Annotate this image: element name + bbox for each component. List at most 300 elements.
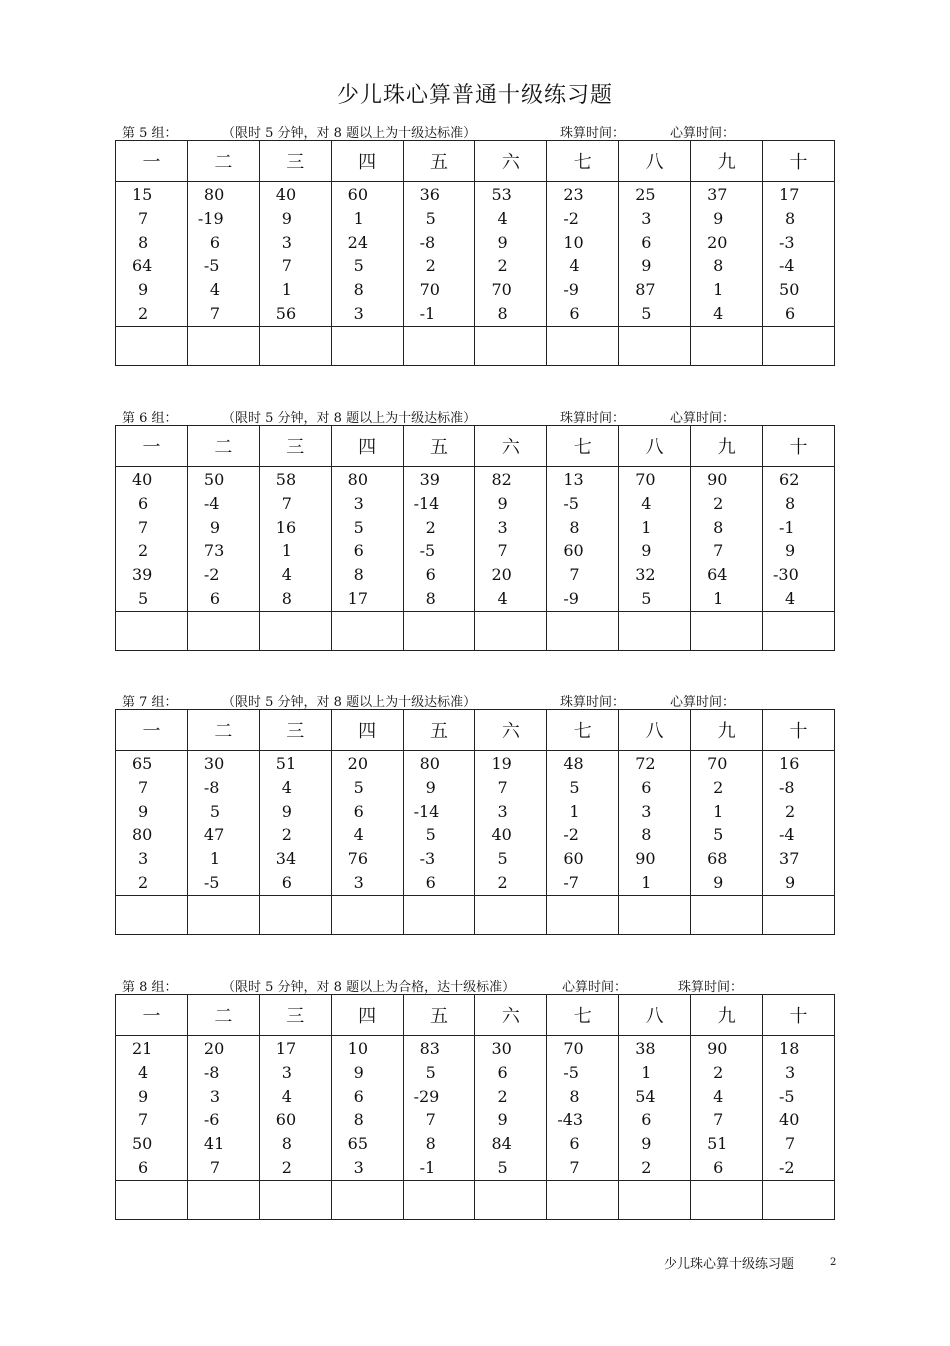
problem-number: 8 <box>785 208 796 228</box>
problem-number: 8 <box>353 565 364 585</box>
column-header: 六 <box>475 141 547 182</box>
problem-number: 82 <box>491 470 512 489</box>
problem-number: 8 <box>641 825 652 845</box>
problem-number: 64 <box>707 565 728 585</box>
problem-number: 7 <box>209 1157 221 1177</box>
problem-number: 6 <box>641 777 652 797</box>
problem-number: 16 <box>779 754 800 773</box>
problem-number: 83 <box>419 1039 440 1058</box>
problem-cell <box>331 182 403 327</box>
problem-number: 9 <box>641 541 652 561</box>
problem-number: 4 <box>281 1086 292 1106</box>
problem-number: 20 <box>707 232 728 252</box>
problem-cell <box>691 1036 763 1181</box>
problem-number: 10 <box>563 232 584 252</box>
problem-number: 4 <box>713 1086 724 1106</box>
problem-number: 1 <box>569 801 580 821</box>
problem-number: 6 <box>641 232 652 252</box>
problem-number: 51 <box>275 754 297 773</box>
problem-number: 5 <box>353 517 364 537</box>
problem-cell <box>403 1036 475 1181</box>
problem-number: 1 <box>281 541 292 561</box>
column-header: 八 <box>619 426 691 467</box>
answer-cell[interactable] <box>331 1180 403 1219</box>
column-header: 三 <box>259 141 331 182</box>
problem-number: 5 <box>353 777 364 797</box>
problem-number: 8 <box>425 588 436 608</box>
time-label-2: 珠算时间： <box>678 980 744 995</box>
problem-number: 2 <box>497 1086 508 1106</box>
problem-number: 54 <box>635 1086 656 1106</box>
problem-cell <box>547 1036 619 1181</box>
problem-cell <box>763 751 835 896</box>
column-header: 四 <box>331 710 403 751</box>
problem-number: 6 <box>569 1134 580 1154</box>
problem-number: 6 <box>425 872 436 892</box>
column-header-row <box>116 426 835 467</box>
problem-number: 6 <box>569 303 580 323</box>
problem-number: 80 <box>132 825 153 845</box>
group-rule: （限时 5 分钟，对 8 题以上为十级达标准） <box>222 411 477 426</box>
problem-number: 39 <box>419 470 440 489</box>
problem-number: -3 <box>779 232 795 252</box>
problem-number: 6 <box>785 303 796 323</box>
answer-cell[interactable] <box>691 326 763 365</box>
exercise-table <box>115 140 835 366</box>
problem-number: 4 <box>641 493 652 513</box>
problem-number: 50 <box>203 470 225 489</box>
problem-number: -8 <box>419 232 436 252</box>
problem-number: 40 <box>779 1110 800 1130</box>
column-header: 二 <box>187 995 259 1036</box>
problem-number: 8 <box>497 303 508 323</box>
problem-number: 6 <box>209 232 221 252</box>
problem-number: 4 <box>785 588 796 608</box>
problem-number: -5 <box>203 872 220 892</box>
exercise-table <box>115 709 835 935</box>
problem-number: 1 <box>713 801 724 821</box>
answer-cell[interactable] <box>116 1180 188 1219</box>
column-header: 二 <box>187 426 259 467</box>
group-rule: （限时 5 分钟，对 8 题以上为合格，达十级标准） <box>222 980 516 995</box>
problem-number: 2 <box>713 777 724 797</box>
problem-number: 18 <box>779 1039 800 1058</box>
problem-number: 4 <box>353 825 364 845</box>
problem-number: 8 <box>353 280 364 300</box>
time-label-1: 心算时间： <box>562 980 628 995</box>
numbers-row <box>116 467 835 612</box>
problem-number: 53 <box>491 185 512 204</box>
problem-cell <box>116 467 188 612</box>
column-header: 十 <box>763 426 835 467</box>
problem-number: 20 <box>203 1039 225 1058</box>
problem-number: -5 <box>563 1062 579 1082</box>
column-header: 一 <box>116 710 188 751</box>
problem-cell <box>547 182 619 327</box>
problem-number: 30 <box>491 1039 512 1058</box>
problem-number: 17 <box>779 185 800 204</box>
problem-number: 1 <box>641 1062 652 1082</box>
problem-number: 1 <box>713 280 724 300</box>
column-header: 八 <box>619 141 691 182</box>
problem-number: 9 <box>713 872 724 892</box>
group-header <box>122 122 842 140</box>
problem-number: 7 <box>138 777 149 797</box>
answer-cell[interactable] <box>116 326 188 365</box>
answer-cell[interactable] <box>403 611 475 650</box>
page-number: 2 <box>830 1257 837 1268</box>
problem-number: -14 <box>413 801 440 821</box>
answer-cell[interactable] <box>547 1180 619 1219</box>
problem-number: 10 <box>347 1039 369 1058</box>
problem-number: 8 <box>281 1134 292 1154</box>
problem-number: 65 <box>132 754 153 773</box>
problem-number: 3 <box>281 232 292 252</box>
problem-number: -6 <box>203 1110 220 1130</box>
problem-number: 6 <box>353 801 364 821</box>
problem-number: 2 <box>281 825 292 845</box>
problem-cell <box>691 182 763 327</box>
problem-number: 3 <box>209 1086 221 1106</box>
problem-number: -2 <box>563 208 579 228</box>
group-label: 第 8 组： <box>122 980 178 995</box>
problem-number: -30 <box>773 565 799 585</box>
column-header: 六 <box>475 710 547 751</box>
problem-cell <box>116 182 188 327</box>
problem-number: 9 <box>138 280 149 300</box>
numbers-row <box>116 1036 835 1181</box>
problem-number: 9 <box>209 517 221 537</box>
problem-number: 5 <box>353 256 364 276</box>
answer-cell[interactable] <box>475 895 547 934</box>
problem-number: -1 <box>779 517 795 537</box>
problem-number: 4 <box>138 1062 149 1082</box>
problem-cell <box>691 467 763 612</box>
problem-number: 9 <box>641 256 652 276</box>
time-label-1: 珠算时间： <box>560 411 626 426</box>
column-header: 七 <box>547 995 619 1036</box>
problem-number: 8 <box>425 1134 436 1154</box>
problem-number: -4 <box>203 493 220 513</box>
column-header: 五 <box>403 141 475 182</box>
answer-cell[interactable] <box>475 326 547 365</box>
problem-number: 8 <box>569 1086 580 1106</box>
problem-cell <box>475 1036 547 1181</box>
problem-number: 72 <box>635 754 656 773</box>
problem-number: 6 <box>425 565 436 585</box>
answer-cell[interactable] <box>691 1180 763 1219</box>
problem-number: 38 <box>635 1039 656 1058</box>
problem-number: 3 <box>353 303 364 323</box>
problem-cell <box>331 751 403 896</box>
problem-number: 17 <box>347 588 369 608</box>
column-header: 四 <box>331 426 403 467</box>
exercise-table <box>115 994 835 1220</box>
problem-number: 80 <box>419 754 440 773</box>
answer-cell[interactable] <box>187 326 259 365</box>
problem-number: 3 <box>785 1062 796 1082</box>
problem-cell <box>475 182 547 327</box>
problem-number: 5 <box>425 825 436 845</box>
answer-cell[interactable] <box>763 611 835 650</box>
problem-number: 3 <box>353 1157 364 1177</box>
problem-cell <box>259 1036 331 1181</box>
problem-number: 50 <box>779 280 800 300</box>
problem-cell <box>763 1036 835 1181</box>
problem-number: 15 <box>132 185 153 204</box>
problem-number: 7 <box>425 1110 436 1130</box>
problem-number: 30 <box>203 754 225 773</box>
problem-number: 9 <box>353 1062 364 1082</box>
problem-number: 9 <box>785 541 796 561</box>
group-label: 第 5 组： <box>122 126 178 141</box>
problem-number: 1 <box>281 280 292 300</box>
problem-cell <box>475 751 547 896</box>
problem-number: 56 <box>275 303 297 323</box>
problem-number: 5 <box>569 777 580 797</box>
answer-cell[interactable] <box>187 895 259 934</box>
problem-number: 2 <box>713 1062 724 1082</box>
answer-cell[interactable] <box>187 1180 259 1219</box>
answer-cell[interactable] <box>547 326 619 365</box>
problem-number: 3 <box>281 1062 292 1082</box>
column-header: 九 <box>691 995 763 1036</box>
problem-number: 5 <box>425 1062 436 1082</box>
group-header <box>122 407 842 425</box>
time-label-2: 心算时间： <box>670 126 736 141</box>
problem-number: 2 <box>138 303 149 323</box>
problem-number: 24 <box>347 232 369 252</box>
problem-number: 7 <box>569 1157 580 1177</box>
problem-number: 5 <box>497 849 508 869</box>
problem-number: 40 <box>275 185 297 204</box>
column-header: 九 <box>691 426 763 467</box>
problem-number: 62 <box>779 470 800 489</box>
problem-number: 6 <box>713 1157 724 1177</box>
group-label: 第 7 组： <box>122 695 178 710</box>
problem-number: 9 <box>785 872 796 892</box>
problem-number: 37 <box>707 185 728 204</box>
problem-cell <box>403 467 475 612</box>
problem-number: -9 <box>563 588 579 608</box>
column-header: 六 <box>475 426 547 467</box>
problem-cell <box>187 467 259 612</box>
problem-number: -1 <box>419 303 436 323</box>
column-header: 六 <box>475 995 547 1036</box>
answer-cell[interactable] <box>116 611 188 650</box>
numbers-row <box>116 182 835 327</box>
answer-row <box>116 895 835 934</box>
column-header: 十 <box>763 995 835 1036</box>
problem-number: -5 <box>779 1086 795 1106</box>
problem-cell <box>691 751 763 896</box>
problem-number: 2 <box>425 517 436 537</box>
problem-cell <box>475 467 547 612</box>
column-header: 二 <box>187 710 259 751</box>
problem-number: 90 <box>707 470 728 489</box>
answer-cell[interactable] <box>475 1180 547 1219</box>
answer-cell[interactable] <box>763 326 835 365</box>
column-header: 五 <box>403 426 475 467</box>
problem-number: 80 <box>203 185 225 204</box>
problem-number: 3 <box>497 517 508 537</box>
problem-number: 2 <box>785 801 796 821</box>
column-header: 七 <box>547 710 619 751</box>
problem-number: 3 <box>353 872 364 892</box>
problem-number: 80 <box>347 470 369 489</box>
answer-cell[interactable] <box>619 895 691 934</box>
answer-cell[interactable] <box>619 1180 691 1219</box>
answer-cell[interactable] <box>547 895 619 934</box>
answer-cell[interactable] <box>619 326 691 365</box>
problem-number: 41 <box>203 1134 225 1154</box>
problem-cell <box>259 751 331 896</box>
answer-cell[interactable] <box>331 326 403 365</box>
problem-number: 5 <box>209 801 221 821</box>
column-header: 三 <box>259 426 331 467</box>
answer-cell[interactable] <box>331 611 403 650</box>
problem-number: -2 <box>563 825 579 845</box>
problem-number: 32 <box>635 565 656 585</box>
answer-cell[interactable] <box>259 1180 331 1219</box>
column-header: 一 <box>116 995 188 1036</box>
problem-number: 2 <box>497 256 508 276</box>
problem-number: 25 <box>635 185 656 204</box>
numbers-row <box>116 751 835 896</box>
problem-number: -2 <box>203 565 220 585</box>
problem-number: 4 <box>713 303 724 323</box>
problem-number: 48 <box>563 754 584 773</box>
answer-cell[interactable] <box>403 1180 475 1219</box>
problem-number: 9 <box>138 1086 149 1106</box>
problem-number: 9 <box>281 801 292 821</box>
problem-number: 40 <box>491 825 512 845</box>
problem-number: 17 <box>275 1039 297 1058</box>
problem-cell <box>547 751 619 896</box>
problem-number: 6 <box>138 493 149 513</box>
answer-cell[interactable] <box>259 326 331 365</box>
problem-number: 70 <box>491 280 512 300</box>
problem-number: 21 <box>132 1039 153 1058</box>
problem-number: -4 <box>779 825 795 845</box>
problem-cell <box>547 467 619 612</box>
problem-number: 7 <box>138 1110 149 1130</box>
problem-number: -7 <box>563 872 579 892</box>
answer-cell[interactable] <box>691 895 763 934</box>
problem-cell <box>187 1036 259 1181</box>
answer-cell[interactable] <box>403 326 475 365</box>
problem-cell <box>259 467 331 612</box>
problem-number: 1 <box>713 588 724 608</box>
problem-cell <box>619 182 691 327</box>
problem-number: 7 <box>497 541 508 561</box>
problem-cell <box>187 182 259 327</box>
problem-number: 16 <box>275 517 297 537</box>
answer-cell[interactable] <box>619 611 691 650</box>
problem-number: 70 <box>707 754 728 773</box>
problem-number: 8 <box>713 517 724 537</box>
answer-cell[interactable] <box>259 895 331 934</box>
problem-cell <box>619 1036 691 1181</box>
problem-number: 3 <box>497 801 508 821</box>
problem-number: 7 <box>713 541 724 561</box>
answer-cell[interactable] <box>116 895 188 934</box>
answer-cell[interactable] <box>403 895 475 934</box>
answer-cell[interactable] <box>187 611 259 650</box>
problem-number: 5 <box>641 588 652 608</box>
problem-number: 40 <box>132 470 153 489</box>
problem-number: 60 <box>347 185 369 204</box>
problem-cell <box>116 1036 188 1181</box>
column-header: 十 <box>763 710 835 751</box>
problem-number: 7 <box>785 1134 796 1154</box>
column-header: 八 <box>619 710 691 751</box>
column-header: 三 <box>259 710 331 751</box>
column-header: 四 <box>331 141 403 182</box>
problem-cell <box>259 182 331 327</box>
problem-number: 37 <box>779 849 800 869</box>
problem-cell <box>403 182 475 327</box>
problem-number: 1 <box>641 872 652 892</box>
problem-number: -9 <box>563 280 579 300</box>
column-header: 七 <box>547 426 619 467</box>
problem-number: 6 <box>209 588 221 608</box>
problem-number: 7 <box>138 517 149 537</box>
problem-number: 6 <box>497 1062 508 1082</box>
column-header: 一 <box>116 141 188 182</box>
answer-cell[interactable] <box>259 611 331 650</box>
problem-number: 90 <box>635 849 656 869</box>
problem-number: 2 <box>641 1157 652 1177</box>
answer-row <box>116 611 835 650</box>
problem-number: 51 <box>707 1134 728 1154</box>
problem-number: 4 <box>497 208 508 228</box>
problem-number: 19 <box>491 754 512 773</box>
answer-cell[interactable] <box>475 611 547 650</box>
answer-cell[interactable] <box>763 895 835 934</box>
answer-cell[interactable] <box>763 1180 835 1219</box>
problem-number: 50 <box>132 1134 153 1154</box>
problem-number: 76 <box>347 849 369 869</box>
column-header: 一 <box>116 426 188 467</box>
problem-number: 8 <box>138 232 149 252</box>
problem-number: 2 <box>425 256 436 276</box>
footer-title: 少儿珠心算十级练习题 <box>664 1257 795 1272</box>
problem-number: 36 <box>419 185 440 204</box>
problem-number: -43 <box>557 1110 584 1130</box>
problem-number: 39 <box>132 565 153 585</box>
problem-number: 3 <box>138 849 149 869</box>
problem-number: 13 <box>563 470 584 489</box>
group-header <box>122 691 842 709</box>
problem-number: -5 <box>419 541 436 561</box>
answer-cell[interactable] <box>547 611 619 650</box>
problem-number: 2 <box>138 541 149 561</box>
group-rule: （限时 5 分钟，对 8 题以上为十级达标准） <box>222 695 477 710</box>
problem-number: 84 <box>491 1134 512 1154</box>
problem-number: 60 <box>563 541 584 561</box>
problem-number: 4 <box>497 588 508 608</box>
answer-row <box>116 1180 835 1219</box>
problem-number: 6 <box>353 541 364 561</box>
problem-number: -3 <box>419 849 436 869</box>
answer-cell[interactable] <box>331 895 403 934</box>
problem-number: 7 <box>281 256 292 276</box>
problem-number: 8 <box>713 256 724 276</box>
problem-number: 6 <box>281 872 292 892</box>
answer-cell[interactable] <box>691 611 763 650</box>
problem-number: -4 <box>779 256 795 276</box>
